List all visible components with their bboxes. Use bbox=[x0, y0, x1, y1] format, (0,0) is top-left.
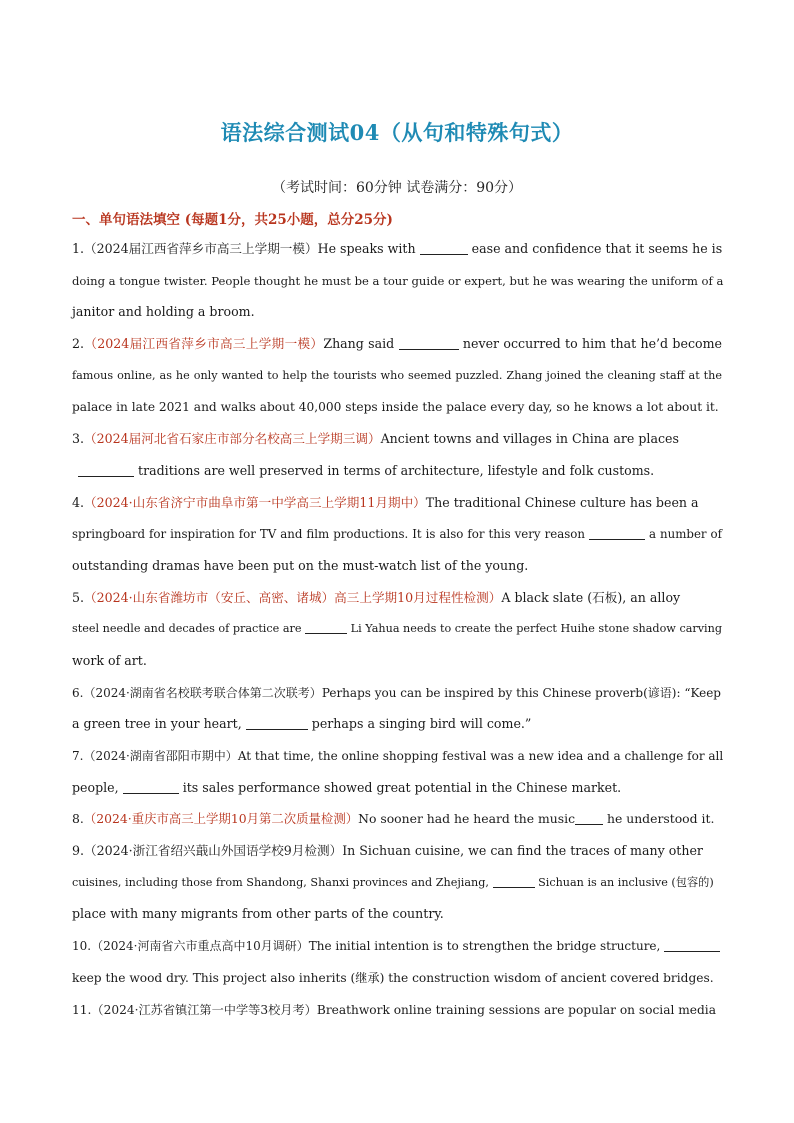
question-text: cuisines, including those from Shandong, Shanxi provinces and Zhejiang, bbox=[72, 875, 489, 889]
question-text: springboard for inspiration for TV and film productions. It is also for this very reason bbox=[72, 527, 585, 542]
question-1-line-2: doing a tongue twister. People thought he must be a tour guide or expert, but he was wearing the uniform of a bbox=[72, 273, 724, 288]
question-number: 9. bbox=[72, 843, 85, 859]
question-number: 10. bbox=[72, 939, 92, 954]
question-source: （2024·山东省潍坊市（安丘、高密、诸城）高三上学期10月过程性检测） bbox=[84, 589, 502, 605]
question-9-line-3: place with many migrants from other parts of the country. bbox=[72, 906, 444, 922]
question-4-line-1 bbox=[72, 490, 722, 522]
question-2-line-2: famous online, as he only wanted to help the tourists who seemed puzzled. Zhang joined the cleaning staff at the bbox=[72, 368, 722, 382]
document-title: 语法综合测试04（从句和特殊句式） bbox=[220, 120, 574, 145]
question-source: （2024届江西省萍乡市高三上学期一模） bbox=[84, 241, 318, 256]
answer-blank[interactable] bbox=[420, 240, 468, 255]
question-source: （2024届河北省石家庄市部分名校高三上学期三调） bbox=[84, 431, 381, 447]
question-text: steel needle and decades of practice are bbox=[72, 622, 302, 636]
question-number: 5. bbox=[72, 589, 85, 605]
question-source: （2024·湖南省名校联考联合体第二次联考） bbox=[83, 685, 322, 700]
question-source: （2024·江苏省镇江第一中学等3校月考） bbox=[91, 1002, 317, 1017]
question-number: 1. bbox=[72, 241, 85, 256]
question-text: never occurred to him that he’d become bbox=[462, 336, 722, 352]
question-text: Breathwork online training sessions are popular on social media bbox=[316, 1002, 716, 1017]
question-10-line-2: keep the wood dry. This project also inherits (继承) the construction wisdom of ancient covered bridges. bbox=[72, 970, 714, 985]
question-5-line-2 bbox=[72, 616, 722, 648]
question-4-line-3: outstanding dramas have been put on the must-watch list of the young. bbox=[72, 557, 529, 573]
answer-blank[interactable] bbox=[399, 335, 459, 350]
answer-blank[interactable] bbox=[493, 873, 535, 888]
question-source: （2024·山东省济宁市曲阜市第一中学高三上学期11月期中） bbox=[84, 494, 426, 510]
question-1-line-1 bbox=[72, 236, 722, 268]
question-text: Sichuan is an inclusive (包容的) bbox=[538, 875, 714, 889]
question-10-line-1 bbox=[72, 933, 722, 965]
question-source: （2024届江西省萍乡市高三上学期一模） bbox=[84, 336, 324, 352]
question-source: （2024·重庆市高三上学期10月第二次质量检测） bbox=[83, 811, 359, 827]
question-number: 11. bbox=[72, 1002, 92, 1017]
answer-blank[interactable] bbox=[246, 715, 308, 730]
question-text: traditions are well preserved in terms of architecture, lifestyle and folk customs. bbox=[138, 462, 655, 478]
question-11-line-1 bbox=[72, 997, 722, 1029]
question-number: 4. bbox=[72, 494, 85, 510]
answer-blank[interactable] bbox=[589, 525, 645, 540]
question-text: At that time, the online shopping festival was a new idea and a challenge for all bbox=[237, 749, 724, 763]
question-5-line-3: work of art. bbox=[72, 652, 147, 668]
question-text: A black slate (石板), an alloy bbox=[501, 589, 681, 605]
question-text: its sales performance showed great potential in the Chinese market. bbox=[182, 779, 622, 795]
question-text: The traditional Chinese culture has been a bbox=[425, 494, 699, 510]
question-3-line-2 bbox=[72, 458, 722, 490]
question-number: 8. bbox=[72, 811, 84, 827]
question-6-line-2 bbox=[72, 711, 722, 743]
question-6-line-1 bbox=[72, 680, 722, 712]
question-text: ease and confidence that it seems he is bbox=[471, 241, 723, 256]
question-text: No sooner had he heard the music bbox=[358, 811, 576, 827]
question-text: Perhaps you can be inspired by this Chinese proverb(谚语): “Keep bbox=[321, 685, 721, 700]
question-text: The initial intention is to strengthen the bridge structure, bbox=[308, 939, 661, 954]
question-3-line-1 bbox=[72, 426, 722, 458]
question-5-line-1 bbox=[72, 585, 722, 617]
question-8-line-1 bbox=[72, 806, 722, 838]
question-text: he understood it. bbox=[606, 811, 715, 827]
section-heading: 一、单句语法填空 (每题1分，共25小题，总分25分) bbox=[72, 212, 393, 228]
answer-blank[interactable] bbox=[575, 810, 603, 825]
question-source: （2024·湖南省邵阳市期中） bbox=[83, 749, 238, 763]
question-number: 6. bbox=[72, 685, 84, 700]
question-source: （2024·浙江省绍兴蕺山外国语学校9月检测） bbox=[84, 843, 343, 859]
question-7-line-2 bbox=[72, 775, 722, 807]
question-text: In Sichuan cuisine, we can find the traces of many other bbox=[342, 843, 703, 859]
question-number: 7. bbox=[72, 749, 84, 763]
exam-info: （考试时间：60分钟 试卷满分：90分） bbox=[271, 180, 523, 196]
question-2-line-1 bbox=[72, 331, 722, 363]
question-number: 2. bbox=[72, 336, 85, 352]
question-text: He speaks with bbox=[317, 241, 416, 256]
question-9-line-2 bbox=[72, 870, 722, 902]
question-source: （2024·河南省六市重点高中10月调研） bbox=[91, 939, 309, 954]
answer-blank[interactable] bbox=[78, 462, 134, 477]
question-text: a number of bbox=[649, 527, 723, 542]
question-1-line-3: janitor and holding a broom. bbox=[72, 304, 255, 320]
question-9-line-1 bbox=[72, 838, 722, 870]
question-number: 3. bbox=[72, 431, 85, 447]
question-text: people, bbox=[72, 779, 119, 795]
question-text: Zhang said bbox=[323, 336, 395, 352]
question-list bbox=[72, 236, 722, 1028]
answer-blank[interactable] bbox=[305, 619, 347, 634]
answer-blank[interactable] bbox=[664, 937, 720, 952]
question-4-line-2 bbox=[72, 521, 722, 553]
question-7-line-1 bbox=[72, 743, 722, 775]
question-text: perhaps a singing bird will come.” bbox=[311, 716, 532, 732]
question-2-line-3: palace in late 2021 and walks about 40,000 steps inside the palace every day, so he knows a lot about it. bbox=[72, 400, 719, 415]
question-text: Li Yahua needs to create the perfect Huihe stone shadow carving bbox=[350, 622, 722, 636]
question-text: a green tree in your heart, bbox=[72, 716, 242, 732]
question-text: Ancient towns and villages in China are places bbox=[380, 431, 679, 447]
answer-blank[interactable] bbox=[123, 779, 179, 794]
